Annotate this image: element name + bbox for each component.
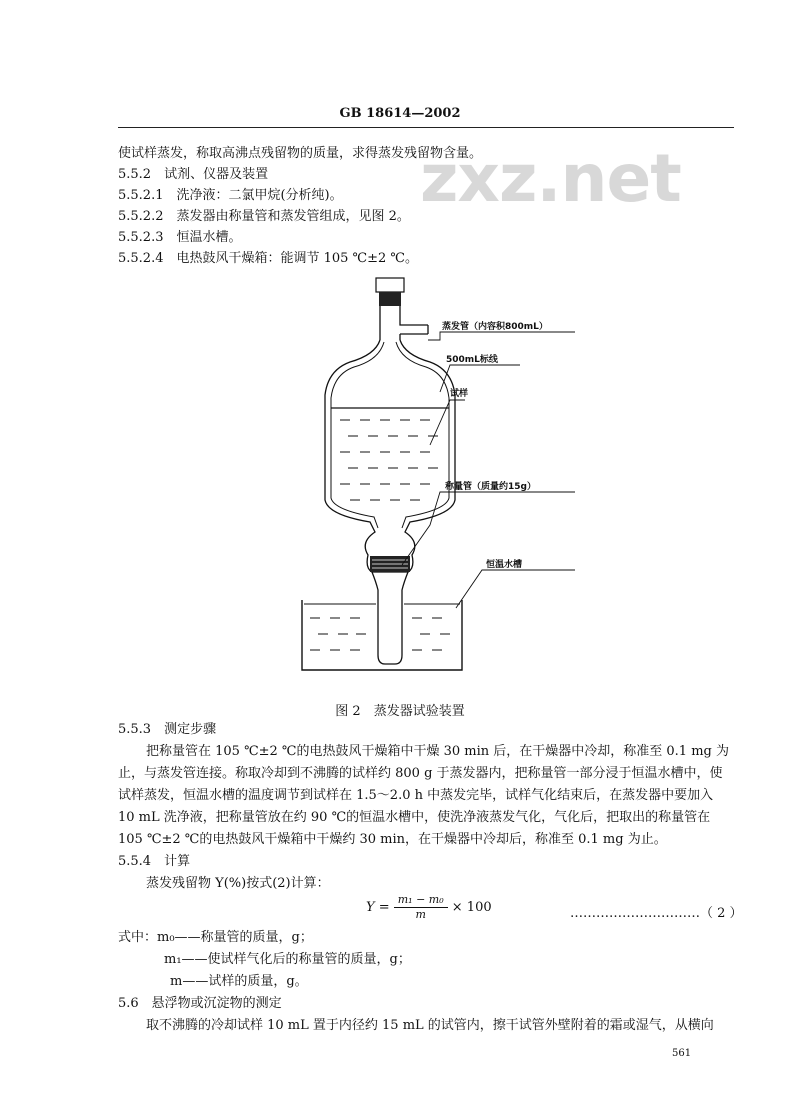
text-line: 105 ℃±2 ℃的电热鼓风干燥箱中干燥约 30 min，在干燥器中冷却后，称准至 0.1 mg 为止。: [118, 832, 667, 847]
section-heading: 5.5.4 计算: [118, 854, 191, 869]
section-heading: 5.6 悬浮物或沉淀物的测定: [118, 996, 282, 1011]
page-header: GB 18614—2002: [339, 106, 461, 121]
label-evaporation-tube: 蒸发管（内容积800mL）: [442, 322, 548, 332]
text-line: 5.5.2.1 洗净液：二氯甲烷(分析纯)。: [118, 188, 343, 203]
text-line: 式中：m₀——称量管的质量，g；: [118, 930, 313, 945]
label-500ml-mark: 500mL标线: [446, 355, 498, 365]
formula-rhs: × 100: [451, 900, 492, 915]
text-line: 止，与蒸发管连接。称取冷却到不沸腾的试样约 800 g 于蒸发器内，把称量管一部分浸于恒温水槽中，使: [118, 766, 723, 781]
text-line: 10 mL 洗净液，把称量管放在约 90 ℃的恒温水槽中，使洗净液蒸发气化，气化后，把取出的称量管在: [118, 810, 711, 825]
formula-lhs: Y =: [366, 900, 390, 915]
text-line: 5.5.2.2 蒸发器由称量管和蒸发管组成，见图 2。: [118, 209, 410, 224]
evaporator-diagram: [290, 270, 580, 690]
watermark: zxz.net: [420, 140, 681, 217]
formula-2: [366, 893, 492, 922]
text-line: 使试样蒸发，称取高沸点残留物的质量，求得蒸发残留物含量。: [118, 146, 483, 161]
label-water-bath: 恒温水槽: [486, 560, 523, 570]
text-line: 蒸发残留物 Y(%)按式(2)计算：: [146, 876, 330, 891]
header-rule: [118, 127, 734, 128]
label-sample: 试样: [450, 389, 469, 399]
text-line: 取不沸腾的冷却试样 10 mL 置于内径约 15 mL 的试管内，擦干试管外壁附着的霜或湿气，从横向: [146, 1018, 714, 1033]
section-heading: 5.5.2 试剂、仪器及装置: [118, 167, 269, 182]
section-heading: 5.5.3 测定步骤: [118, 722, 217, 737]
text-line: 5.5.2.4 电热鼓风干燥箱：能调节 105 ℃±2 ℃。: [118, 251, 418, 266]
text-line: m₁——使试样气化后的称量管的质量，g；: [164, 952, 411, 967]
label-weighing-tube: 称量管（质量约15g）: [445, 482, 536, 492]
text-line: 试样蒸发，恒温水槽的温度调节到试样在 1.5～2.0 h 中蒸发完毕，试样气化结束后，在蒸发器中要加入: [118, 788, 714, 803]
formula-numerator: m₁ − m₀: [394, 893, 448, 908]
page-number: 561: [672, 1048, 692, 1059]
text-line: 5.5.2.3 恒温水槽。: [118, 230, 242, 245]
formula-number: …………………………（ 2 ）: [570, 906, 743, 921]
formula-fraction: [394, 893, 448, 922]
formula-denominator: m: [415, 908, 426, 921]
text-line: m——试样的质量，g。: [170, 974, 308, 989]
figure-caption: 图 2 蒸发器试验装置: [335, 704, 465, 719]
text-line: 把称量管在 105 ℃±2 ℃的电热鼓风干燥箱中干燥 30 min 后，在干燥器中冷却，称准至 0.1 mg 为: [146, 744, 729, 759]
